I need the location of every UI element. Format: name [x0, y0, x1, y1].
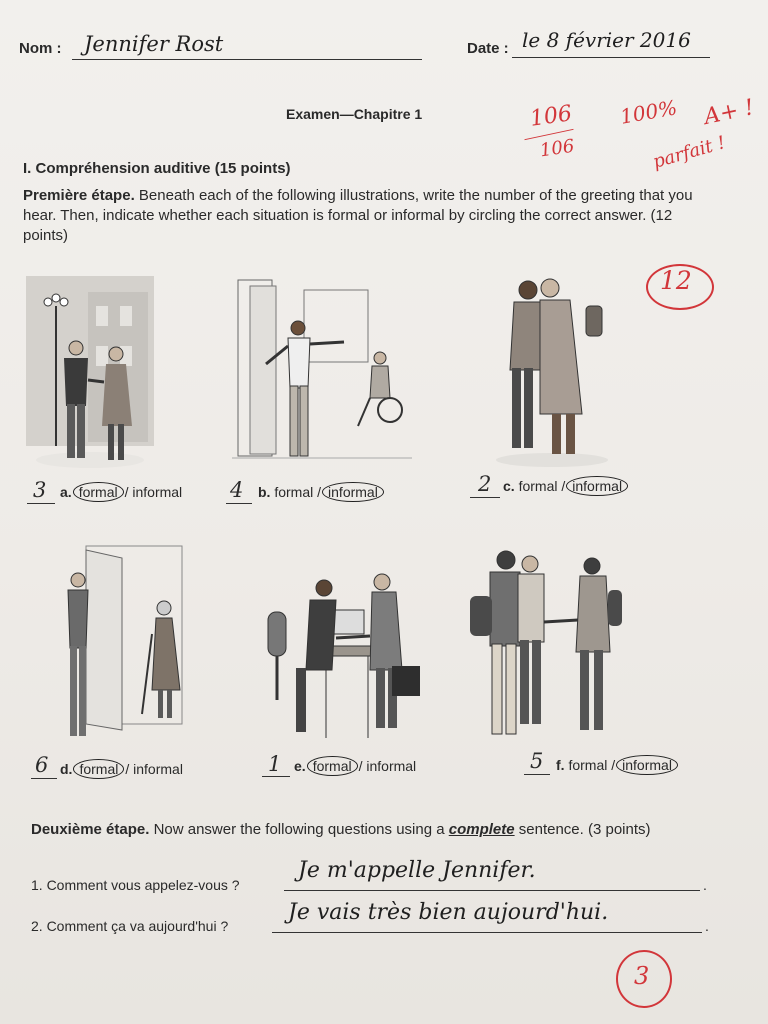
answer-line-q2 [272, 932, 702, 933]
choice-separator: / [611, 757, 616, 773]
choice-separator: / [124, 484, 129, 500]
choice-e [294, 756, 416, 776]
choice-separator: / [358, 758, 363, 774]
item-letter-f: f. [556, 757, 565, 773]
end-mark-q2: . [705, 918, 709, 934]
circled-formal-a: formal [73, 482, 124, 502]
option-informal-e: informal [366, 758, 417, 774]
item-letter-b: b. [258, 484, 271, 500]
answer-line-d [31, 778, 57, 779]
option-formal-c: formal [518, 478, 558, 494]
step2-text-b: sentence. (3 points) [518, 821, 651, 838]
answer-line-c [470, 497, 500, 498]
illustration-c [490, 270, 614, 470]
end-mark-q1: . [703, 877, 707, 893]
option-informal-a: informal [132, 484, 183, 500]
date-underline [512, 57, 710, 58]
choice-a [60, 482, 182, 502]
circled-informal-f: informal [616, 755, 678, 775]
choice-d [60, 759, 183, 779]
step1-label: Première étape. [23, 187, 135, 204]
item-letter-c: c. [503, 478, 515, 494]
exam-title: Examen—Chapitre 1 [286, 106, 423, 122]
step1-text: Beneath each of the following illustrations, write the number of the greeting that you hear. Then, indicate whether each situation is formal or informal by circling the correct answer. (12 points) [23, 187, 693, 244]
section1-instructions [23, 186, 713, 246]
name-underline [72, 59, 422, 60]
circled-formal-e: formal [307, 756, 358, 776]
circled-informal-c: informal [566, 476, 628, 496]
step2-label: Deuxième étape. [31, 821, 150, 838]
choice-c [503, 476, 629, 496]
choice-f [556, 755, 679, 775]
answer-line-q1 [284, 890, 700, 891]
date-label: Date : [467, 40, 509, 57]
choice-separator: / [317, 484, 322, 500]
answer-number-e: 1 [268, 752, 282, 776]
illustration-f [464, 546, 632, 746]
answer-number-c: 2 [478, 472, 492, 496]
date-value: le 8 février 2016 [522, 28, 691, 52]
option-formal-f: formal [568, 757, 608, 773]
answer-line-e [262, 776, 290, 777]
letter-grade: A+ ! [701, 95, 757, 130]
answer-line-b [226, 503, 252, 504]
circled-formal-d: formal [73, 759, 124, 779]
item-letter-a: a. [60, 484, 72, 500]
item-letter-e: e. [294, 758, 306, 774]
illustration-b [232, 276, 412, 468]
illustration-a [26, 276, 154, 472]
student-name: Jennifer Rost [84, 32, 224, 56]
option-informal-d: informal [133, 761, 183, 777]
score-numerator: 106 [528, 101, 574, 132]
part2-score: 3 [634, 962, 650, 990]
item-letter-d: d. [60, 761, 73, 777]
circled-informal-b: informal [322, 482, 384, 502]
answer-number-d: 6 [35, 753, 49, 777]
score-denominator: 106 [538, 135, 576, 162]
illustration-d [56, 544, 186, 748]
illustration-e [262, 570, 424, 750]
section2-instructions [31, 820, 731, 840]
grading-comment: parfait ! [650, 132, 728, 173]
answer-number-b: 4 [230, 478, 244, 502]
choice-separator: / [125, 761, 130, 777]
answer-line-f [524, 774, 550, 775]
score-percent: 100% [618, 95, 679, 129]
question-1: 1. Comment vous appelez-vous ? [31, 877, 240, 893]
choice-separator: / [561, 478, 566, 494]
answer-number-a: 3 [33, 478, 47, 502]
step2-emphasis: complete [448, 821, 515, 838]
option-formal-b: formal [274, 484, 314, 500]
part1-score: 12 [660, 266, 692, 295]
choice-b [258, 482, 385, 502]
answer-q1: Je m'appelle Jennifer. [298, 858, 536, 883]
step2-text-a: Now answer the following questions using a [153, 821, 445, 838]
question-2: 2. Comment ça va aujourd'hui ? [31, 918, 229, 934]
answer-q2: Je vais très bien aujourd'hui. [288, 900, 609, 925]
answer-number-f: 5 [530, 749, 544, 773]
answer-line-a [27, 503, 55, 504]
name-label: Nom : [19, 40, 62, 57]
section1-heading: I. Compréhension auditive (15 points) [23, 160, 291, 177]
